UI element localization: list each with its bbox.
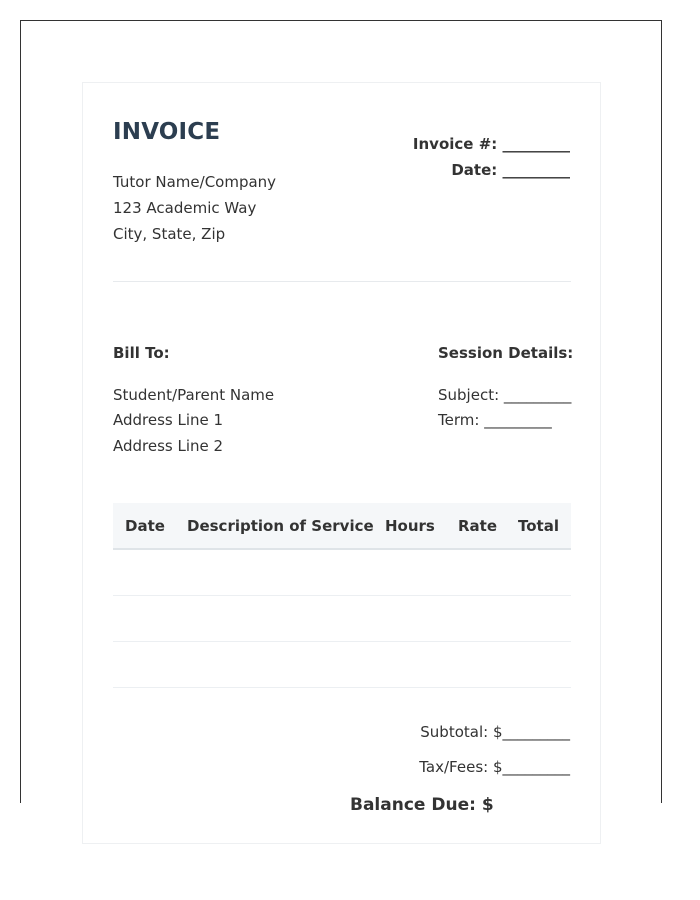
invoice-date-label: Date: [451,161,498,179]
tax-fees-value: _________ [502,758,570,776]
subtotal-line [420,723,570,741]
bill-to-name: Student/Parent Name [113,386,275,404]
invoice-title: INVOICE [113,119,221,145]
column-header-hours: Hours [385,517,435,535]
tax-fees-line [419,758,570,776]
subject-label: Subject: [438,386,500,404]
subject-value: _________ [503,386,572,404]
balance-due-line [350,795,494,815]
column-header-total: Total [518,517,559,535]
tutor-city: City, State, Zip [113,225,226,243]
invoice-sheet [82,82,601,844]
subtotal-value: _________ [502,723,570,741]
bill-to-address-2: Address Line 2 [113,437,224,455]
term-value: _________ [484,411,552,429]
invoice-number-line [413,135,570,153]
invoice-number-value: _________ [502,135,570,153]
tutor-name: Tutor Name/Company [113,173,277,191]
table-row [113,550,571,596]
session-term-line [438,411,552,429]
subtotal-label: Subtotal: $ [420,723,503,741]
bill-to-address-1: Address Line 1 [113,411,224,429]
invoice-date-value: _________ [502,161,570,179]
session-details-heading: Session Details: [438,344,574,362]
table-header-row [113,503,571,550]
term-label: Term: [438,411,480,429]
balance-due-label: Balance Due: $ [350,795,494,815]
tax-fees-label: Tax/Fees: $ [419,758,503,776]
invoice-number-label: Invoice #: [412,135,498,153]
table-row [113,596,571,642]
column-header-date: Date [125,517,165,535]
session-subject-line [438,386,571,404]
column-header-description: Description of Service [187,517,374,535]
header-divider [113,281,571,282]
invoice-date-line [451,161,570,179]
table-row [113,642,571,688]
column-header-rate: Rate [458,517,498,535]
tutor-street: 123 Academic Way [113,199,257,217]
bill-to-heading: Bill To: [113,344,170,362]
document-frame [20,20,662,815]
